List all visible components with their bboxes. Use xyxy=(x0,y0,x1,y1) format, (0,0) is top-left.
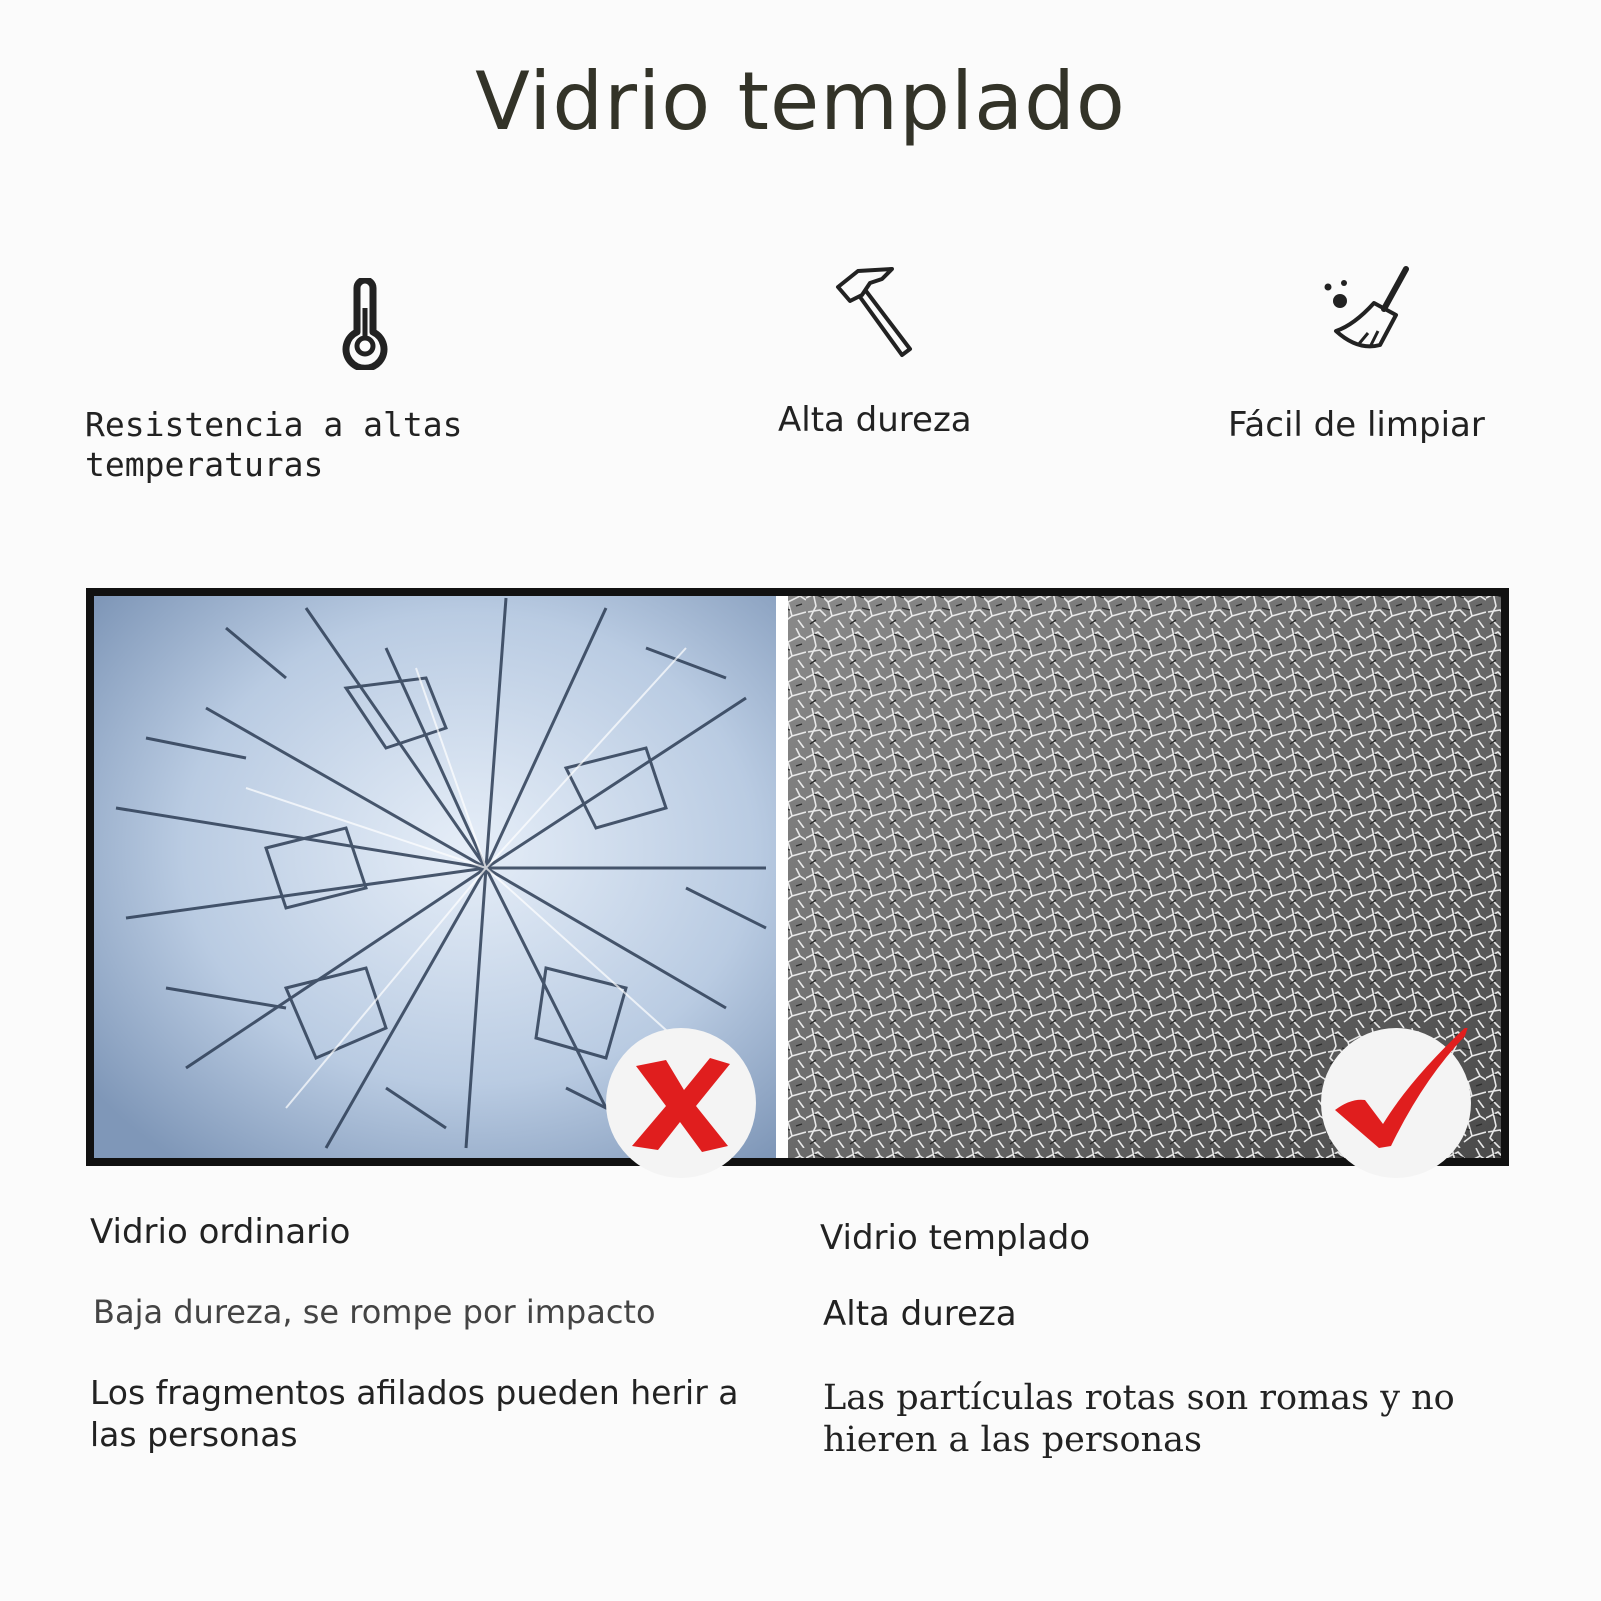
broom-icon xyxy=(1318,265,1418,360)
hammer-icon xyxy=(830,265,930,365)
feature-label-cleaning: Fácil de limpiar xyxy=(1228,405,1485,445)
tempered-glass-title: Vidrio templado xyxy=(820,1218,1091,1258)
ordinary-glass-title: Vidrio ordinario xyxy=(90,1212,351,1252)
feature-label-hardness: Alta dureza xyxy=(778,400,972,440)
ordinary-glass-point-2: Los fragmentos afilados pueden herir a las personas xyxy=(90,1373,739,1454)
comparison-image xyxy=(86,588,1509,1166)
feature-label-heat: Resistencia a altas temperaturas xyxy=(85,405,463,484)
tempered-glass-point-2: Las partículas rotas son romas y no hieren a las personas xyxy=(823,1378,1455,1460)
red-x-icon xyxy=(606,1028,756,1178)
page-title: Vidrio templado xyxy=(475,55,1126,148)
thermometer-icon xyxy=(335,278,395,370)
ordinary-glass-point-1: Baja dureza, se rompe por impacto xyxy=(93,1293,656,1331)
panel-divider xyxy=(776,596,788,1158)
red-check-icon xyxy=(1321,1028,1471,1178)
tempered-glass-point-1: Alta dureza xyxy=(823,1294,1017,1334)
